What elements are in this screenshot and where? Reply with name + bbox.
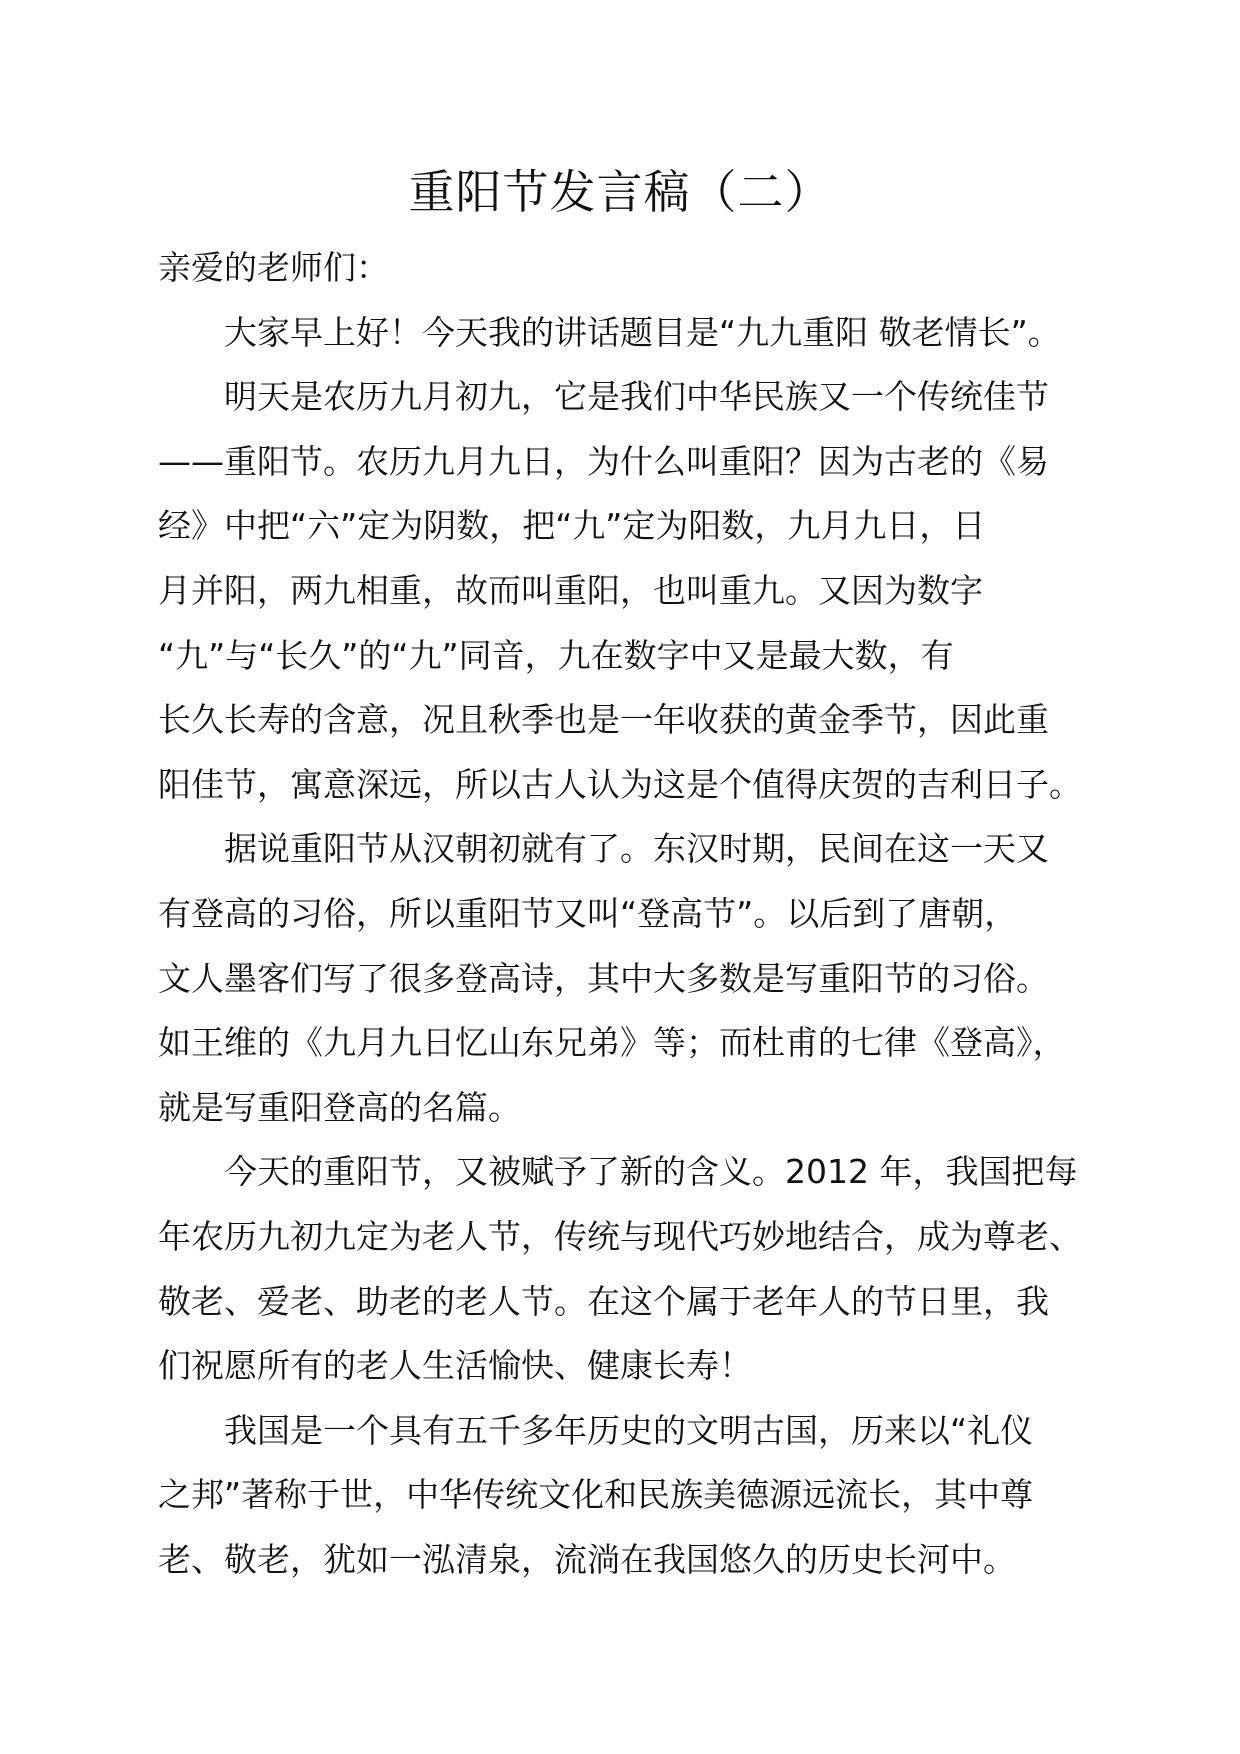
body-line: 经》中把“六”定为阴数，把“九”定为阳数，九月九日，日 bbox=[158, 506, 986, 546]
body-line: “九”与“长久”的“九”同音，九在数字中又是最大数，有 bbox=[158, 635, 954, 675]
body-line: 亲爱的老师们： bbox=[158, 248, 389, 287]
document-body bbox=[158, 236, 1098, 1592]
body-line: 据说重阳节从汉朝初就有了。东汉时期，民间在这一天又 bbox=[224, 829, 1049, 869]
body-line: 长久长寿的含意，况且秋季也是一年收获的黄金季节，因此重 bbox=[158, 700, 1049, 740]
body-line: 大家早上好！今天我的讲话题目是“九九重阳 敬老情长”。 bbox=[224, 312, 1061, 352]
body-line: 们祝愿所有的老人生活愉快、健康长寿！ bbox=[158, 1346, 752, 1386]
body-line: 明天是农历九月初九，它是我们中华民族又一个传统佳节 bbox=[224, 377, 1049, 417]
body-line: 我国是一个具有五千多年历史的文明古国，历来以“礼仪 bbox=[224, 1410, 1034, 1450]
body-line: 如王维的《九月九日忆山东兄弟》等；而杜甫的七律《登高》， bbox=[158, 1023, 1066, 1063]
body-line: 就是写重阳登高的名篇。 bbox=[158, 1087, 521, 1127]
body-line: 今天的重阳节，又被赋予了新的含义。2012 年，我国把每 bbox=[224, 1152, 1078, 1192]
body-line: 阳佳节，寓意深远，所以古人认为这是个值得庆贺的吉利日子。 bbox=[158, 764, 1082, 804]
body-line: 文人墨客们写了很多登高诗，其中大多数是写重阳节的习俗。 bbox=[158, 958, 1049, 998]
body-line: 有登高的习俗，所以重阳节又叫“登高节”。以后到了唐朝， bbox=[158, 893, 1018, 933]
body-line: 老、敬老，犹如一泓清泉，流淌在我国悠久的历史长河中。 bbox=[158, 1539, 1016, 1579]
body-line: 之邦”著称于世，中华传统文化和民族美德源远流长，其中尊 bbox=[158, 1475, 1034, 1515]
body-line: ——重阳节。农历九月九日，为什么叫重阳？因为古老的《易 bbox=[158, 441, 1049, 481]
document-title: 重阳节发言稿（二） bbox=[408, 165, 832, 219]
body-line: 年农历九初九定为老人节，传统与现代巧妙地结合，成为尊老、 bbox=[158, 1216, 1082, 1256]
body-line: 月并阳，两九相重，故而叫重阳，也叫重九。又因为数字 bbox=[158, 570, 983, 610]
body-line: 敬老、爱老、助老的老人节。在这个属于老年人的节日里，我 bbox=[158, 1281, 1049, 1321]
